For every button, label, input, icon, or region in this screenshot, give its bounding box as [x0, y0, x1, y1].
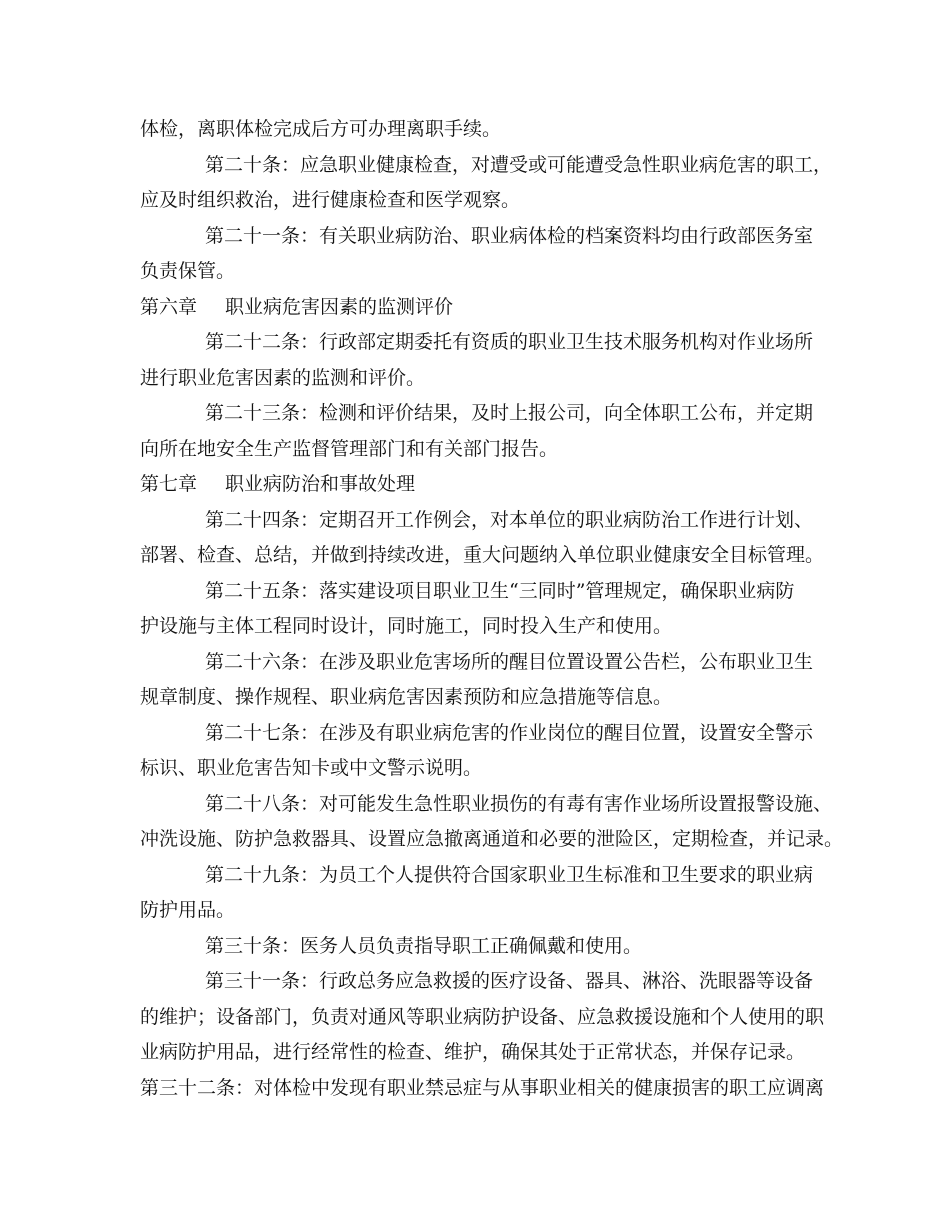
continuation-line: 部署、检查、总结，并做到持续改进，重大问题纳入单位职业健康安全目标管理。 [140, 544, 825, 566]
paragraph-line: 第二十一条：有关职业病防治、职业病体检的档案资料均由行政部医务室 [205, 224, 814, 247]
continuation-line: 规章制度、操作规程、职业病危害因素预防和应急措施等信息。 [140, 686, 673, 708]
paragraph-line: 第二十三条：检测和评价结果，及时上报公司，向全体职工公布，并定期 [205, 402, 814, 424]
document-body [140, 112, 844, 1106]
chapter-number: 第七章 [140, 473, 198, 495]
chapter-heading [140, 467, 830, 503]
paragraph-line: 第二十七条：在涉及有职业病危害的作业岗位的醒目位置，设置安全警示 [205, 721, 814, 744]
continuation-line: 业病防护用品，进行经常性的检查、维护，确保其处于正常状态，并保存记录。 [140, 1041, 806, 1063]
paragraph-line: 第三十一条：行政总务应急救援的医疗设备、器具、淋浴、洗眼器等设备 [205, 970, 814, 992]
chapter-title: 职业病危害因素的监测评价 [225, 295, 454, 318]
paragraph-line: 第二十五条：落实建设项目职业卫生“三同时”管理规定，确保职业病防 [205, 579, 795, 602]
continuation-line: 防护用品。 [140, 899, 236, 921]
paragraph-line: 第二十条：应急职业健康检查，对遭受或可能遭受急性职业病危害的职工， [205, 153, 833, 176]
chapter-number: 第六章 [140, 295, 198, 318]
chapter-heading [140, 290, 830, 326]
continuation-line: 向所在地安全生产监督管理部门和有关部门报告。 [140, 437, 559, 460]
paragraph-line: 第二十八条：对可能发生急性职业损伤的有毒有害作业场所设置报警设施、 [205, 792, 833, 815]
continuation-line: 护设施与主体工程同时设计，同时施工，同时投入生产和使用。 [140, 615, 673, 637]
paragraph-line: 第二十九条：为员工个人提供符合国家职业卫生标准和卫生要求的职业病 [205, 863, 814, 886]
continuation-line: 标识、职业危害告知卡或中文警示说明。 [140, 757, 483, 779]
continuation-line: 的维护；设备部门，负责对通风等职业病防护设备、应急救援设施和个人使用的职 [140, 1005, 825, 1028]
continuation-line: 进行职业危害因素的监测和评价。 [140, 366, 426, 389]
continuation-line: 冲洗设施、防护急救器具、设置应急撤离通道和必要的泄险区，定期检查，并记录。 [140, 828, 844, 850]
continuation-line: 第三十二条：对体检中发现有职业禁忌症与从事职业相关的健康损害的职工应调离 [140, 1076, 825, 1099]
continuation-line: 体检，离职体检完成后方可办理离职手续。 [140, 118, 502, 140]
continuation-line: 应及时组织救治，进行健康检查和医学观察。 [140, 189, 521, 211]
paragraph-line: 第二十六条：在涉及职业危害场所的醒目位置设置公告栏，公布职业卫生 [205, 650, 814, 673]
paragraph-line: 第三十条：医务人员负责指导职工正确佩戴和使用。 [205, 934, 643, 957]
paragraph-line: 第二十四条：定期召开工作例会，对本单位的职业病防治工作进行计划、 [205, 508, 814, 531]
paragraph-line: 第二十二条：行政部定期委托有资质的职业卫生技术服务机构对作业场所 [205, 331, 814, 353]
continuation-line: 负责保管。 [140, 260, 236, 282]
chapter-title: 职业病防治和事故处理 [225, 473, 416, 495]
